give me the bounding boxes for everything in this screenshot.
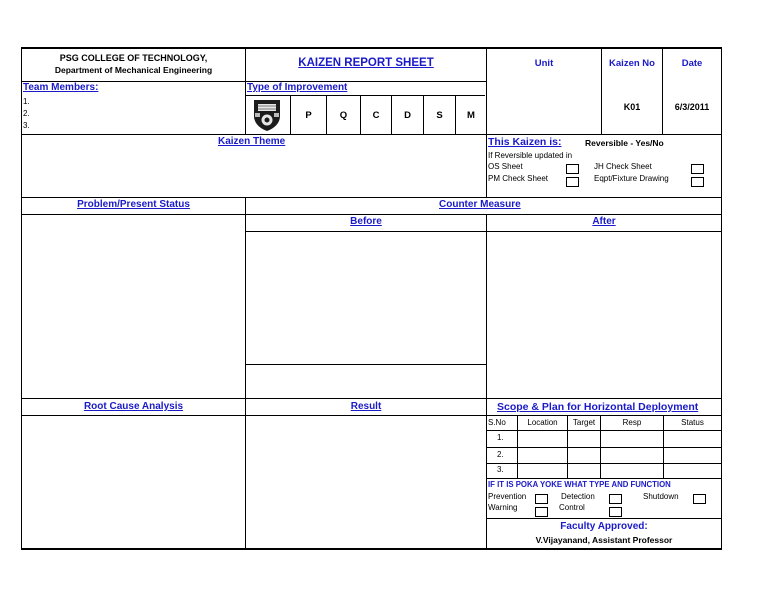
detection-label: Detection [561,492,595,501]
root-cause-label: Root Cause Analysis [83,401,184,412]
after-area[interactable] [487,232,721,397]
improvement-type-q[interactable]: Q [339,110,348,121]
scope-row-1[interactable]: 1. [497,433,504,442]
root-cause-area[interactable] [22,416,244,547]
row-line [486,518,722,519]
kaizen-theme-area[interactable] [22,150,485,196]
row-line [21,134,722,135]
outer-border-top [21,47,722,49]
scope-label: Scope & Plan for Horizontal Deployment [497,401,699,413]
kaizen-no-label: Kaizen No [609,58,655,69]
eqpt-checkbox[interactable] [691,177,704,187]
faculty-name: V.Vijayanand, Assistant Professor [535,535,673,545]
os-sheet-label: OS Sheet [488,162,523,171]
kaizen-theme-label: Kaizen Theme [218,136,286,147]
row-line [21,197,722,198]
team-member-3[interactable]: 3. [23,121,30,130]
result-area[interactable] [246,416,485,547]
result-label: Result [350,401,382,412]
scope-row-line [486,447,722,448]
problem-status-area[interactable] [22,215,244,397]
outer-border-right [721,47,722,549]
page-title: KAIZEN REPORT SHEET [298,57,434,69]
scope-row-3[interactable]: 3. [497,465,504,474]
updated-in-text: If Reversible updated in [488,151,573,160]
college-logo [251,98,283,132]
date-label: Date [681,58,703,69]
unit-label: Unit [534,58,554,69]
col-line [486,134,487,197]
scope-row-line [486,430,722,431]
scope-col-resp: Resp [622,418,642,427]
warning-label: Warning [488,503,518,512]
scope-col-status: Status [681,418,704,427]
scope-col-location: Location [527,418,558,427]
improvement-label: Type of Improvement [247,82,348,93]
before-label: Before [350,216,382,227]
jh-sheet-checkbox[interactable] [691,164,704,174]
team-member-1[interactable]: 1. [23,97,30,106]
problem-status-label: Problem/Present Status [77,199,190,210]
college-name: PSG COLLEGE OF TECHNOLOGY, [59,53,208,63]
scope-col-sno: S.No [488,418,506,427]
before-area[interactable] [246,232,485,363]
shutdown-checkbox[interactable] [693,494,706,504]
improvement-type-p[interactable]: P [305,110,312,121]
prevention-label: Prevention [488,492,527,501]
improvement-type-s[interactable]: S [436,110,443,121]
prevention-checkbox[interactable] [535,494,548,504]
team-members-label: Team Members: [23,82,99,93]
department-name: Department of Mechanical Engineering [54,65,213,75]
faculty-approved-label: Faculty Approved: [560,521,648,532]
shutdown-label: Shutdown [643,492,679,501]
this-kaizen-label: This Kaizen is: [488,136,562,148]
scope-row-line [486,478,722,479]
counter-measure-label: Counter Measure [439,199,521,210]
team-member-2[interactable]: 2. [23,109,30,118]
outer-border-bottom [21,548,722,550]
pm-sheet-checkbox[interactable] [566,177,579,187]
row-line [245,364,486,365]
scope-col-target: Target [572,418,596,427]
os-sheet-checkbox[interactable] [566,164,579,174]
row-line [21,398,722,399]
improvement-type-m[interactable]: M [467,110,475,121]
detection-checkbox[interactable] [609,494,622,504]
scope-row-2[interactable]: 2. [497,450,504,459]
warning-checkbox[interactable] [535,507,548,517]
poka-yoke-label: IF IT IS POKA YOKE WHAT TYPE AND FUNCTION [488,480,671,489]
kaizen-no-value[interactable]: K01 [623,102,641,112]
eqpt-label: Eqpt/Fixture Drawing [594,174,669,183]
improvement-type-c[interactable]: C [372,110,380,121]
improvement-type-d[interactable]: D [404,110,411,121]
after-label: After [592,216,616,227]
date-value[interactable]: 6/3/2011 [674,102,710,112]
pm-sheet-label: PM Check Sheet [488,174,549,183]
control-checkbox[interactable] [609,507,622,517]
scope-row-line [486,463,722,464]
reversible-text: Reversible - Yes/No [585,138,664,148]
row-line [246,95,485,96]
jh-sheet-label: JH Check Sheet [594,162,652,171]
control-label: Control [559,503,585,512]
